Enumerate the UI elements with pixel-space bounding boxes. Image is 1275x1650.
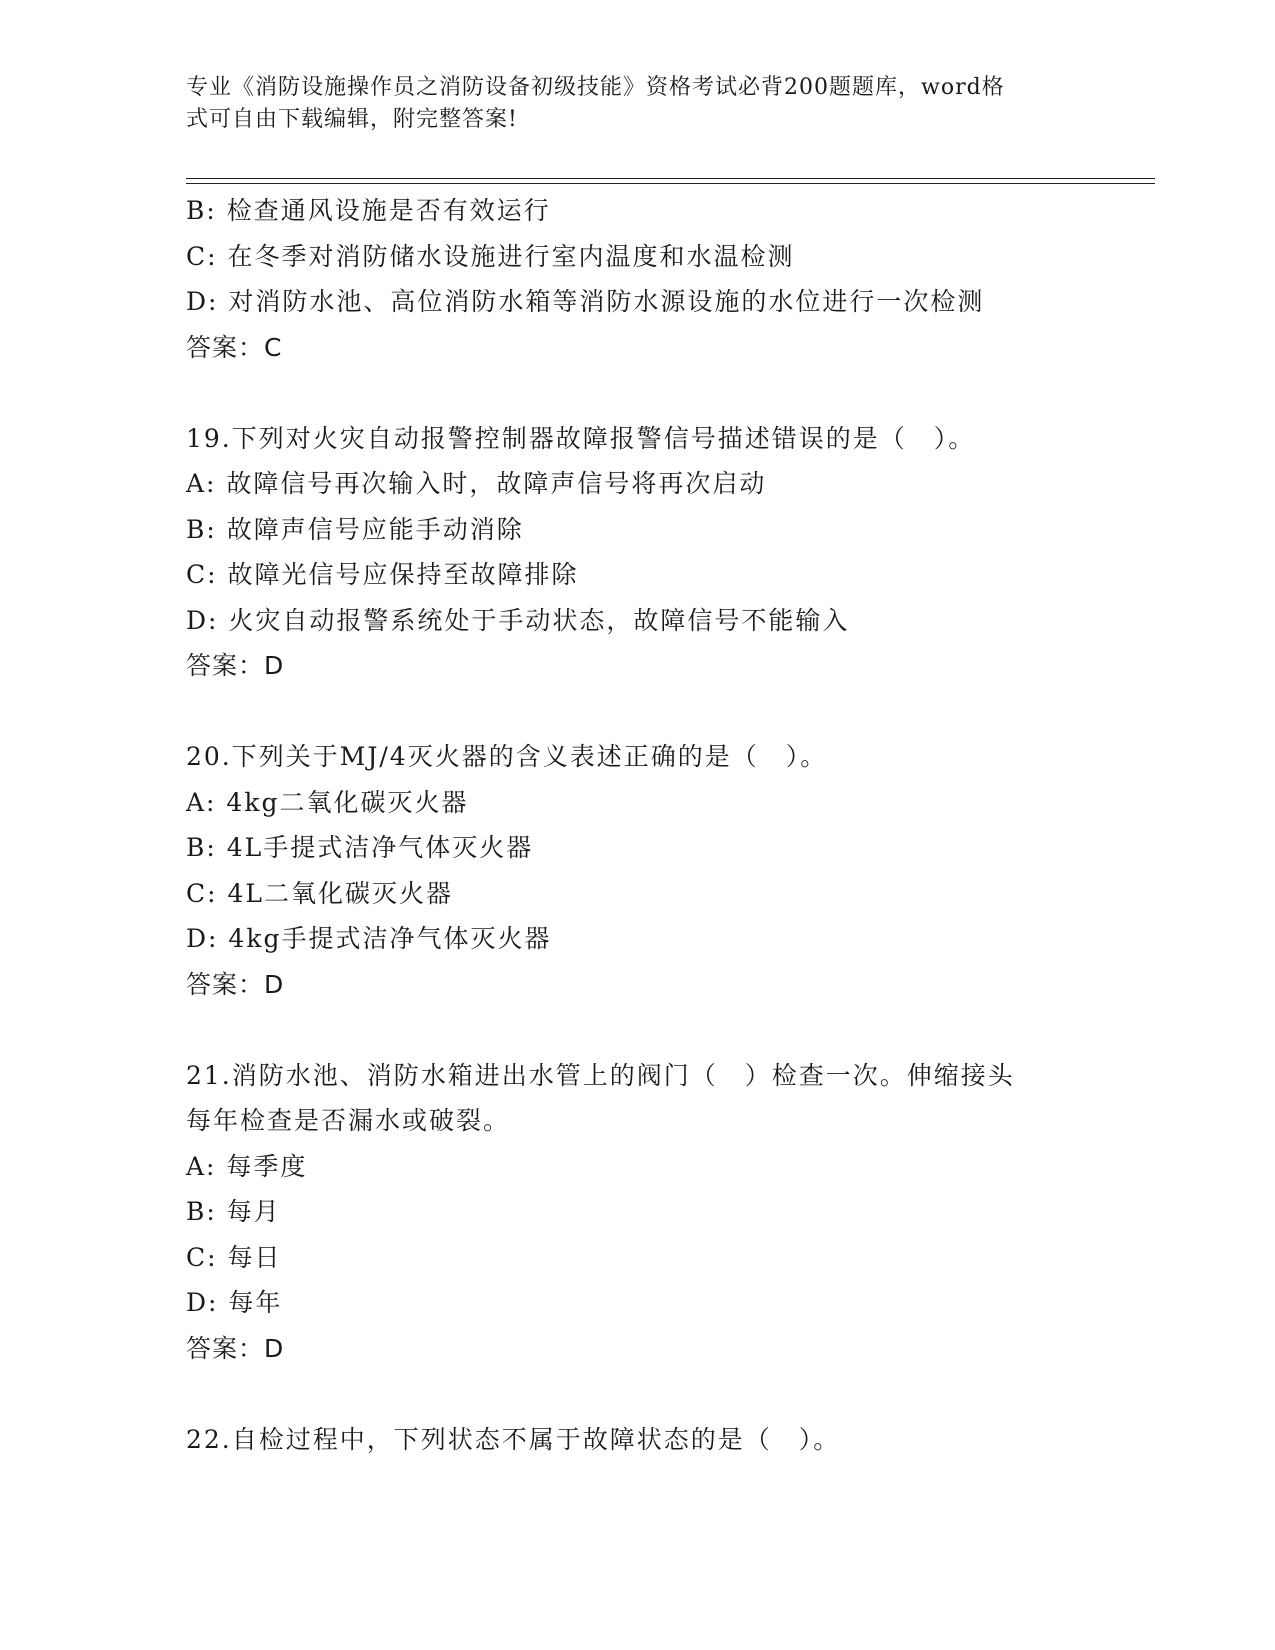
question-22 [186, 1417, 1086, 1463]
answer: 答案：D [186, 969, 285, 999]
question-stem: 22.自检过程中，下列状态不属于故障状态的是（ ）。 [186, 1424, 841, 1454]
option-a: A: 每季度 [186, 1151, 308, 1181]
question-stem-line-2: 每年检查是否漏水或破裂。 [186, 1106, 511, 1135]
option-c: C: 故障光信号应保持至故障排除 [186, 560, 579, 589]
option-c: C: 每日 [186, 1242, 282, 1272]
header-line-1: 专业《消防设施操作员之消防设备初级技能》资格考试必背200题题库，word格 [186, 75, 1005, 100]
question-19 [186, 416, 1086, 689]
question-stem-line-1: 21.消防水池、消防水箱进出水管上的阀门（ ）检查一次。伸缩接头 [186, 1060, 1015, 1090]
question-stem: 20.下列关于MJ/4灭火器的含义表述正确的是（ ）。 [186, 742, 828, 771]
option-c: C: 在冬季对消防储水设施进行室内温度和水温检测 [186, 241, 795, 271]
option-b: B: 4L手提式洁净气体灭火器 [186, 833, 534, 862]
document-header [186, 72, 1066, 136]
question-list [186, 188, 1086, 1462]
answer: 答案：D [186, 1333, 285, 1363]
option-d: D: 4kg手提式洁净气体灭火器 [186, 924, 552, 953]
question-stem: 19.下列对火灾自动报警控制器故障报警信号描述错误的是（ ）。 [186, 423, 976, 453]
answer: 答案：C [186, 332, 283, 362]
option-b: B: 检查通风设施是否有效运行 [186, 196, 551, 225]
option-a: A: 4kg二氧化碳灭火器 [186, 787, 469, 817]
option-c: C: 4L二氧化碳灭火器 [186, 878, 454, 908]
question-18-continued [186, 188, 1086, 370]
option-d: D: 火灾自动报警系统处于手动状态，故障信号不能输入 [186, 605, 850, 635]
option-b: B: 故障声信号应能手动消除 [186, 514, 524, 544]
option-b: B: 每月 [186, 1197, 281, 1226]
header-rule-bottom [186, 183, 1155, 184]
header-rule-top [186, 178, 1155, 179]
question-20 [186, 734, 1086, 1007]
question-21 [186, 1053, 1086, 1372]
answer: 答案：D [186, 651, 285, 680]
option-d: D: 对消防水池、高位消防水箱等消防水源设施的水位进行一次检测 [186, 287, 985, 316]
option-d: D: 每年 [186, 1288, 283, 1317]
option-a: A: 故障信号再次输入时，故障声信号将再次启动 [186, 469, 767, 498]
header-line-2: 式可自由下载编辑，附完整答案! [186, 107, 518, 132]
